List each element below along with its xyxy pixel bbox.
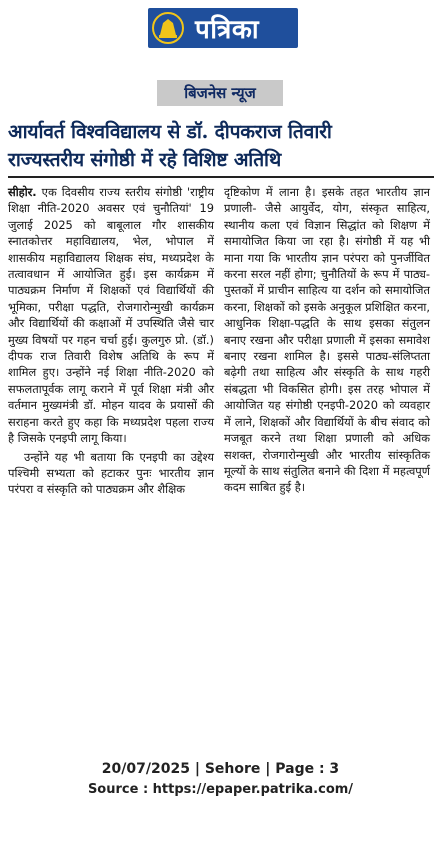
- lion-emblem-icon: [151, 11, 185, 45]
- headline: [8, 118, 438, 174]
- headline-line-1: आर्यावर्त विश्वविद्यालय से डॉ. दीपकराज तिवारी: [8, 120, 332, 143]
- article-paragraph: उन्होंने यह भी बताया कि एनइपी का उद्देश्य पश्चिमी सभ्यता को हटाकर पुनः भारतीय ज्ञान परंपरा व संस्कृति को पाठ्यक्रम और शैक्षिक: [8, 449, 214, 497]
- headline-divider: [8, 176, 434, 178]
- paragraph-text: एक दिवसीय राज्य स्तरीय संगोष्ठी 'राष्ट्रीय शिक्षा नीति-2020 अवसर एवं चुनौतियां' 19 जुलाई 2025 को बाबूलाल गौर शासकीय स्नातकोत्तर महाविद्यालय, भेल, भोपाल में शासकीय महाविद्यालय शिक्षक संघ, मध्यप्रदेश के तत्वावधान में आयोजित हुई। इस कार्यक्रम में पाठ्यक्रम निर्माण में शिक्षकों एवं विद्यार्थियों की भूमिका, परीक्षा पद्धति, रोजगारोन्मुखी कार्यक्रम और विद्यार्थियों की कक्षाओं में उपस्थिति जैसे चार मुख्य विषयों पर गहन चर्चा हुई। कुलगुरु प्रो. (डॉ.) दीपक राज तिवारी विशेष अतिथि के रूप में शामिल हुए। उन्होंने नई शिक्षा नीति-2020 को सफलतापूर्वक लागू कराने में पूर्व शिक्षा मंत्री और वर्तमान मुख्यमंत्री डॉ. मोहन यादव के प्रयासों की सराहना करते हुए कहा कि मध्यप्रदेश पहला राज्य है जिसके एनइपी लागू किया।: [8, 185, 214, 446]
- masthead-title: पत्रिका: [195, 15, 260, 45]
- headline-line-2: राज्यस्तरीय संगोष्ठी में रहे विशिष्ट अतिथि: [8, 148, 282, 171]
- dateline: सीहोर.: [8, 185, 37, 199]
- article-paragraph: [8, 184, 214, 447]
- article-paragraph: दृष्टिकोण में लाना है। इसके तहत भारतीय ज्ञान प्रणाली- जैसे आयुर्वेद, योग, संस्कृत साहित्य, स्थानीय कला एवं विज्ञान सिद्धांत को शिक्षण में समायोजित किया जा रहा है। संगोष्ठी में यह भी माना गया कि भारतीय ज्ञान परंपरा को पुनर्जीवित करना सरल नहीं होगा; चुनौतियों के रूप में पाठ्य-पुस्तकों में प्राचीन साहित्य या दर्शन को समायोजित करना, शिक्षकों को इसके अनुकूल प्रशिक्षित करना, आधुनिक शिक्षा-पद्धति के साथ इसका संतुलन बनाए रखना और परीक्षा प्रणाली में इसका समावेश बनाए रखना शामिल है। इससे पाठ्य-संलिप्तता बढ़ेगी तथा साहित्य और संस्कृति के साथ गहरी संबद्धता भी विकसित होगी। इस तरह भोपाल में आयोजित यह संगोष्ठी एनइपी-2020 को व्यवहार में लाने, शिक्षकों और विद्यार्थियों के बीच संवाद को मजबूत करने तथा शिक्षा प्रणाली को अधिक सशक्त, रोजगारोन्मुखी और भारतीय सांस्कृतिक मूल्यों के साथ संतुलित बनाने की दिशा में महत्वपूर्ण कदम साबित हुई है।: [224, 185, 430, 495]
- footer-meta: 20/07/2025 | Sehore | Page : 3: [101, 761, 340, 777]
- section-tag: बिजनेस न्यूज: [157, 80, 283, 106]
- masthead: [148, 8, 298, 48]
- footer-source: Source : https://epaper.patrika.com/: [87, 782, 354, 797]
- footer: [0, 758, 441, 800]
